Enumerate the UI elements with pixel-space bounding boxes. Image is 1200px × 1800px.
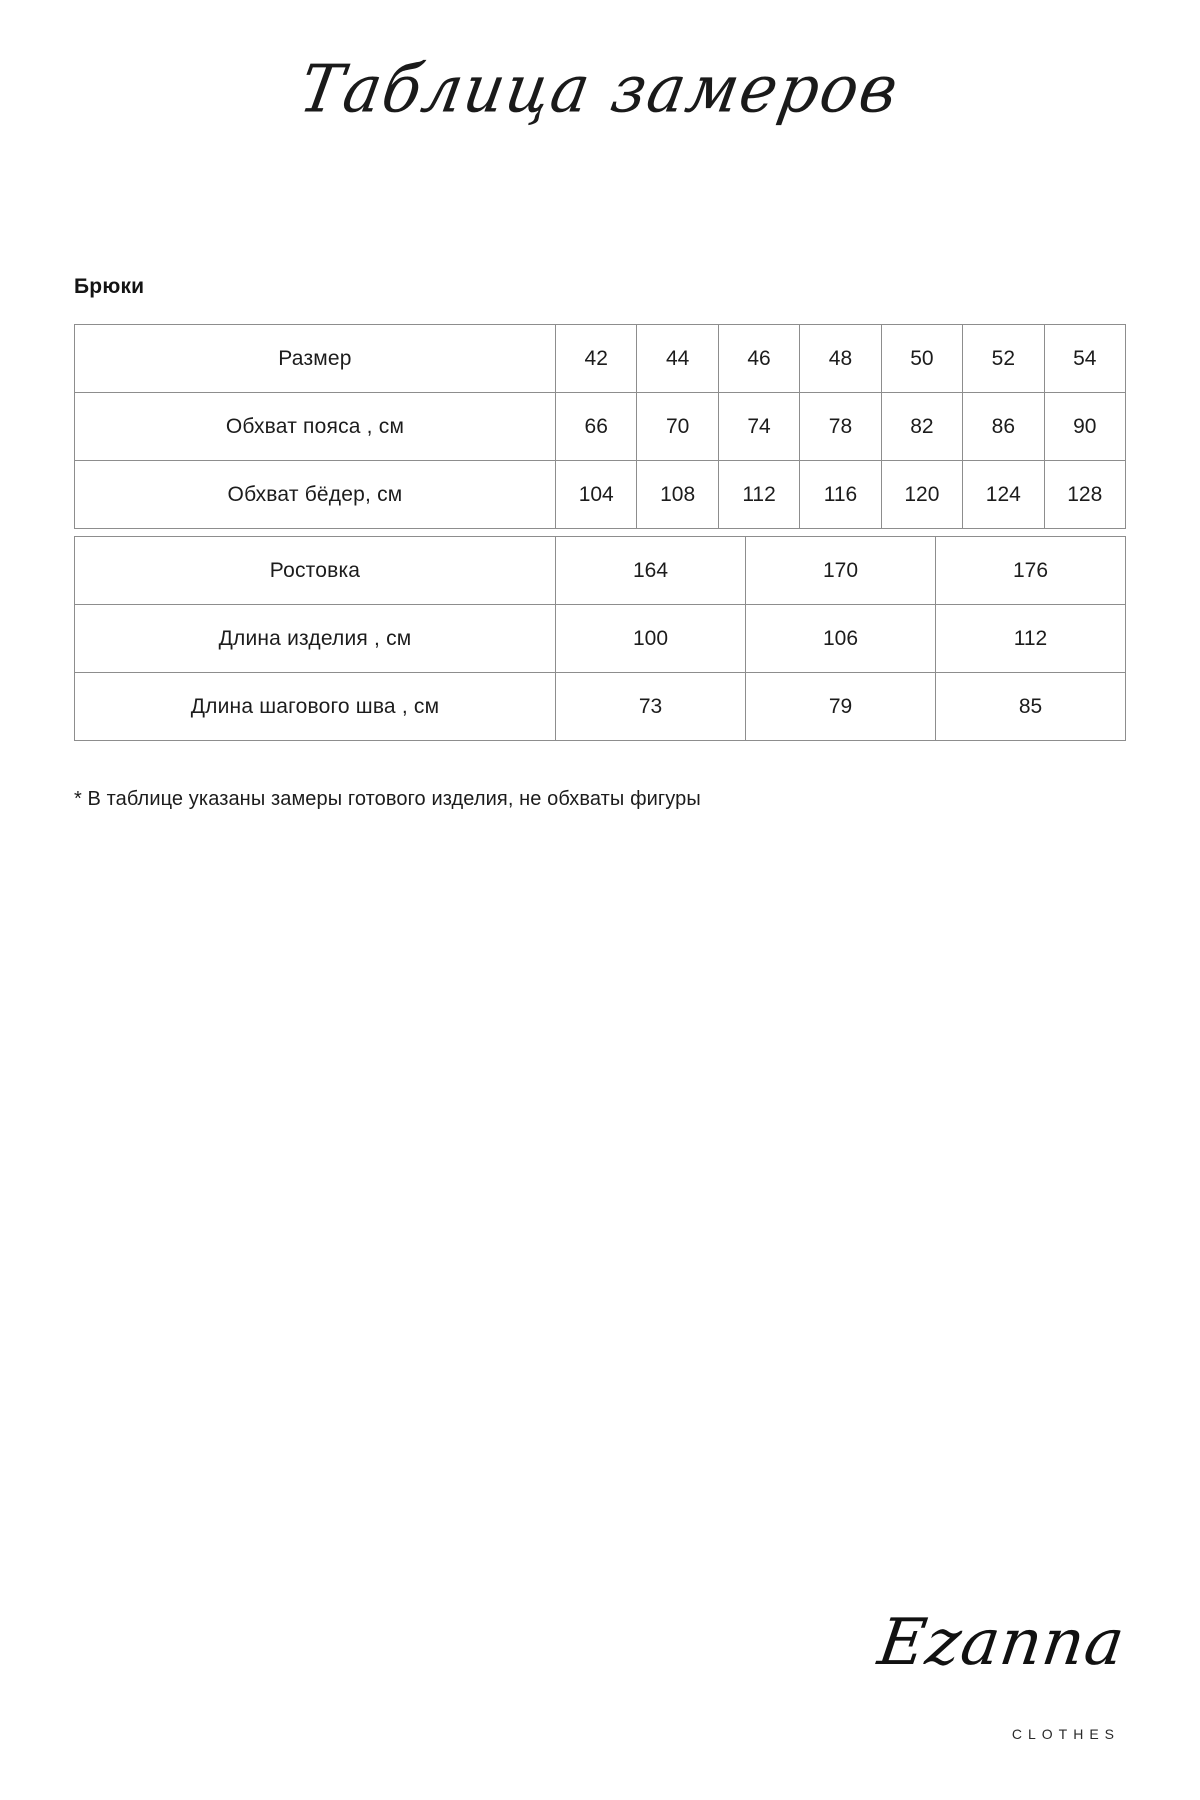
table-row bbox=[75, 461, 1126, 529]
cell-value: 85 bbox=[936, 673, 1126, 741]
cell-value: 82 bbox=[881, 393, 962, 461]
cell-value: 108 bbox=[637, 461, 718, 529]
row-label: Размер bbox=[75, 325, 556, 393]
cell-value: 86 bbox=[963, 393, 1044, 461]
cell-value: 50 bbox=[881, 325, 962, 393]
row-label: Обхват пояса , см bbox=[75, 393, 556, 461]
page-title-text: Таблица замеров bbox=[294, 49, 906, 128]
cell-value: 42 bbox=[556, 325, 637, 393]
cell-value: 124 bbox=[963, 461, 1044, 529]
cell-value: 44 bbox=[637, 325, 718, 393]
cell-value: 104 bbox=[556, 461, 637, 529]
brand-tagline: CLOTHES bbox=[1011, 1726, 1120, 1742]
cell-value: 48 bbox=[800, 325, 881, 393]
table-row bbox=[75, 393, 1126, 461]
table-sizes bbox=[74, 324, 1126, 529]
brand-logo bbox=[800, 1598, 1130, 1748]
table-row bbox=[75, 673, 1126, 741]
cell-value: 176 bbox=[936, 537, 1126, 605]
cell-value: 120 bbox=[881, 461, 962, 529]
cell-value: 164 bbox=[556, 537, 746, 605]
cell-value: 112 bbox=[936, 605, 1126, 673]
cell-value: 90 bbox=[1044, 393, 1125, 461]
cell-value: 79 bbox=[746, 673, 936, 741]
cell-value: 73 bbox=[556, 673, 746, 741]
table-heights bbox=[74, 536, 1126, 741]
row-label: Ростовка bbox=[75, 537, 556, 605]
row-label: Обхват бёдер, см bbox=[75, 461, 556, 529]
page-title bbox=[0, 49, 1200, 128]
cell-value: 106 bbox=[746, 605, 936, 673]
row-label: Длина шагового шва , см bbox=[75, 673, 556, 741]
cell-value: 66 bbox=[556, 393, 637, 461]
cell-value: 116 bbox=[800, 461, 881, 529]
cell-value: 52 bbox=[963, 325, 1044, 393]
row-label: Длина изделия , см bbox=[75, 605, 556, 673]
cell-value: 100 bbox=[556, 605, 746, 673]
table-row bbox=[75, 605, 1126, 673]
cell-value: 170 bbox=[746, 537, 936, 605]
cell-value: 70 bbox=[637, 393, 718, 461]
cell-value: 54 bbox=[1044, 325, 1125, 393]
table-row bbox=[75, 537, 1126, 605]
section-title-trousers: Брюки bbox=[74, 275, 145, 298]
cell-value: 128 bbox=[1044, 461, 1125, 529]
brand-name: Ezanna bbox=[873, 1606, 1130, 1680]
cell-value: 74 bbox=[718, 393, 799, 461]
footnote: * В таблице указаны замеры готового изделия, не обхваты фигуры bbox=[74, 788, 701, 810]
cell-value: 112 bbox=[718, 461, 799, 529]
table-row bbox=[75, 325, 1126, 393]
cell-value: 46 bbox=[718, 325, 799, 393]
cell-value: 78 bbox=[800, 393, 881, 461]
